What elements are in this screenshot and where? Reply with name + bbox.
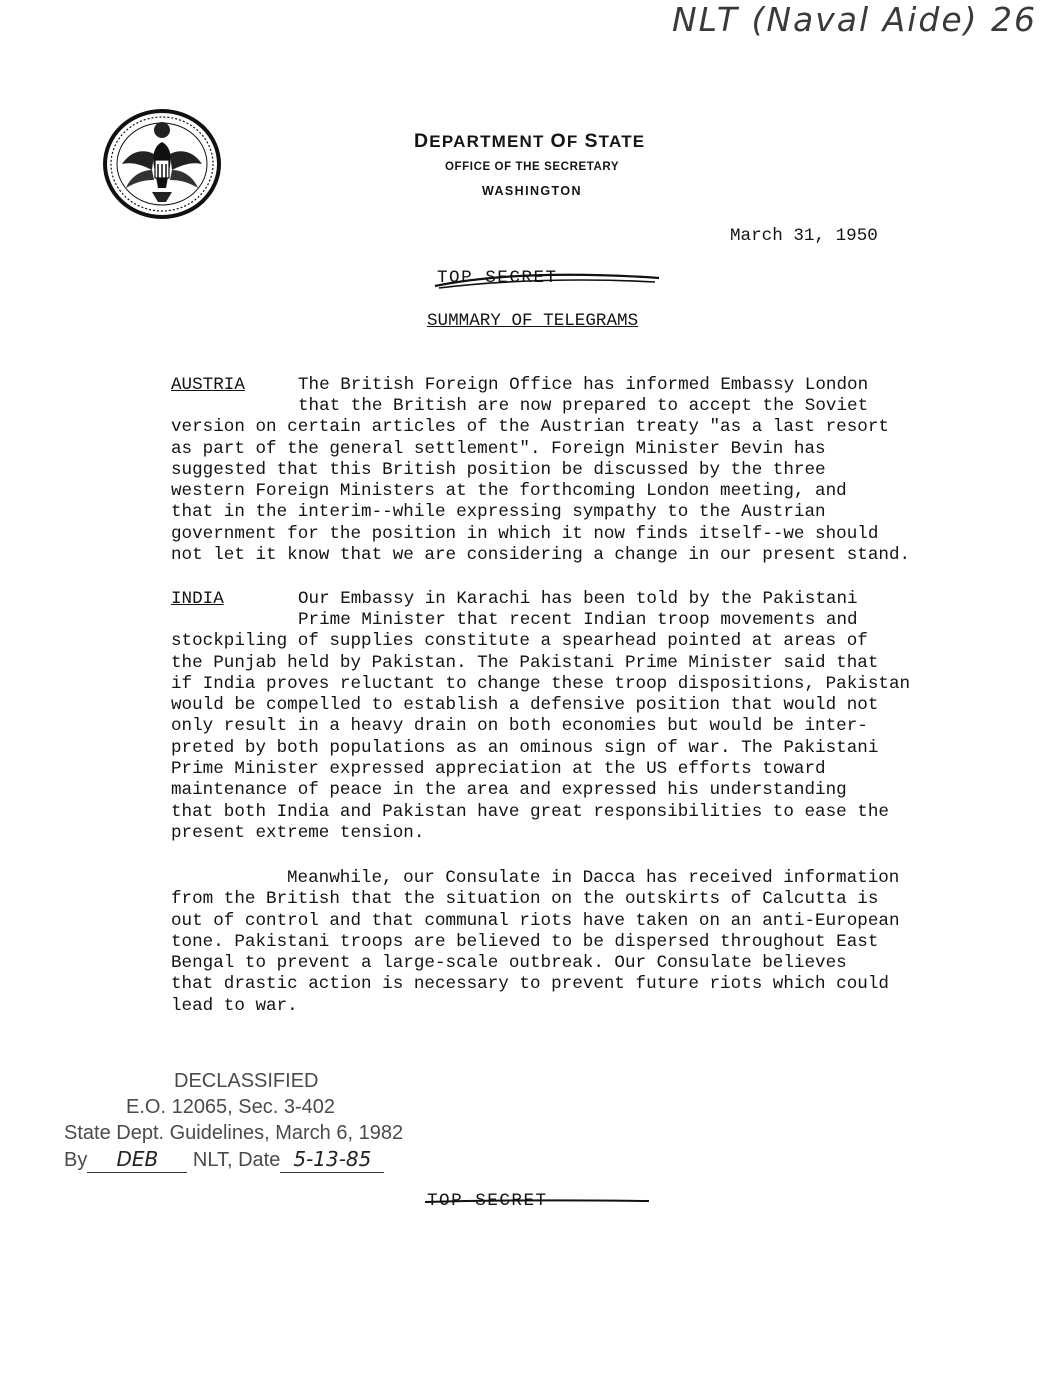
by-initials: DEB xyxy=(87,1146,187,1173)
strike-through-mark xyxy=(433,268,663,294)
paragraph-line: only result in a heavy drain on both economies but would be inter- xyxy=(171,716,868,737)
paragraph-line: that the British are now prepared to accept the Soviet xyxy=(298,396,869,416)
paragraph-line: Prime Minister expressed appreciation at the US efforts toward xyxy=(171,759,826,780)
handwritten-file-note: NLT (Naval Aide) 26 xyxy=(672,0,1038,39)
paragraph-line: stockpiling of supplies constitute a spearhead pointed at areas of xyxy=(171,631,868,652)
document-title: SUMMARY OF TELEGRAMS xyxy=(427,311,639,331)
paragraph-line: if India proves reluctant to change these troop dispositions, Pakistan xyxy=(171,673,911,694)
department-heading: DEPARTMENT OF STATE xyxy=(414,130,646,152)
declassification-stamp xyxy=(64,1068,403,1173)
department-seal-icon xyxy=(102,108,222,220)
section-heading-austria: AUSTRIA xyxy=(171,375,245,395)
paragraph-line: Bengal to prevent a large-scale outbreak. Our Consulate believes xyxy=(171,953,847,974)
paragraph-line: present extreme tension. xyxy=(171,822,425,843)
by-label: By xyxy=(64,1149,88,1171)
paragraph-line: as part of the general settlement". Foreign Minister Bevin has xyxy=(171,438,826,459)
paragraph-line: the Punjab held by Pakistan. The Pakistani Prime Minister said that xyxy=(171,652,879,673)
paragraph-line: from the British that the situation on the outskirts of Calcutta is xyxy=(171,889,879,910)
paragraph-line: that in the interim--while expressing sympathy to the Austrian xyxy=(171,502,826,523)
austria-first-line: The British Foreign Office has informed Embassy London xyxy=(298,375,869,395)
executive-order-line: E.O. 12065, Sec. 3-402 xyxy=(126,1096,336,1118)
paragraph-line: out of control and that communal riots have taken on an anti-European xyxy=(171,910,900,931)
paragraph-line: government for the position in which it now finds itself--we should xyxy=(171,523,879,544)
declassified-label: DECLASSIFIED xyxy=(174,1070,319,1092)
classification-bottom: TOP SECRET xyxy=(427,1191,548,1212)
paragraph-line: not let it know that we are considering a change in our present stand. xyxy=(171,545,911,566)
city-heading: WASHINGTON xyxy=(482,184,582,198)
paragraph-line: Meanwhile, our Consulate in Dacca has received information xyxy=(287,868,900,888)
document-date: March 31, 1950 xyxy=(730,226,878,246)
paragraph-line: western Foreign Ministers at the forthcoming London meeting, and xyxy=(171,481,847,502)
paragraph-line: Prime Minister that recent Indian troop movements and xyxy=(298,610,858,630)
paragraph-line: suggested that this British position be discussed by the three xyxy=(171,459,826,480)
india-paragraph xyxy=(171,610,910,844)
paragraph-line: that drastic action is necessary to prevent future riots which could xyxy=(171,974,889,995)
declassification-date: 5-13-85 xyxy=(280,1146,384,1173)
paragraph-line: would be compelled to establish a defensive position that would not xyxy=(171,695,879,716)
department-name: EPARTMENT OF STATE xyxy=(429,130,646,152)
paragraph-line: lead to war. xyxy=(171,995,298,1016)
classification-top: TOP SECRET xyxy=(437,268,558,289)
paragraph-line: preted by both populations as an ominous sign of war. The Pakistani xyxy=(171,737,879,758)
austria-paragraph xyxy=(171,396,910,566)
india-paragraph-2 xyxy=(171,868,900,1017)
declassified-by-line xyxy=(64,1146,403,1173)
strike-through-mark xyxy=(423,1191,653,1215)
paragraph-line: version on certain articles of the Austrian treaty "as a last resort xyxy=(171,417,889,438)
agency-date-label: NLT, Date xyxy=(192,1149,281,1171)
paragraph-line: maintenance of peace in the area and expressed his understanding xyxy=(171,780,847,801)
paragraph-line: that both India and Pakistan have great responsibilities to ease the xyxy=(171,801,889,822)
paragraph-line: tone. Pakistani troops are believed to be dispersed throughout East xyxy=(171,931,879,952)
office-heading: OFFICE OF THE SECRETARY xyxy=(445,161,620,173)
section-heading-india: INDIA xyxy=(171,589,224,609)
india-first-line: Our Embassy in Karachi has been told by the Pakistani xyxy=(298,589,858,609)
guidelines-line: State Dept. Guidelines, March 6, 1982 xyxy=(64,1122,404,1144)
